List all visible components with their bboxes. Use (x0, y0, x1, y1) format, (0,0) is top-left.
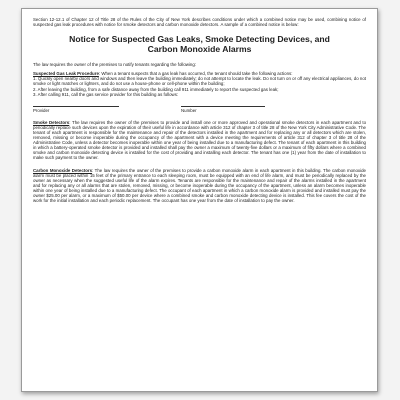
smoke-detectors-section (33, 120, 366, 161)
law-requires-text: The law requires the owner of the premises to notify tenants regarding the following: (33, 62, 197, 68)
smoke-detectors-body: : The law requires the owner of the premises to provide and install one or more approved and operational smoke detectors in each apartment and to periodically replace such devices upon the expiration of their useful life in accordance with article 312 of chapter 3 of title 28 of the New York City Administrative Code. The tenant of each apartment is responsible for the maintenance and repair of the detectors installed in the apartment and for replacing any or all detectors which are stolen, removed, missing or become inoperable during the occupancy of the apartment with a device meeting the requirements of article 312 of chapter 3 of title 28 of the Administrative Code, unless a detector becomes inoperable within one year of being installed due to a manufacturing defect. The tenant of each apartment in this building in which a battery-operated smoke detector is provided and installed shall pay the owner a maximum of twenty-five dollars or a maximum of fifty dollars where a combined smoke and carbon monoxide detecting device is installed for the cost of providing and installing each detector. The tenant has one (1) year from the date of installation to make such payment to the owner. (33, 119, 367, 161)
provider-field (33, 106, 119, 113)
provider-number-fields (33, 106, 366, 113)
number-label: Number (181, 107, 197, 113)
number-field (181, 106, 265, 113)
smoke-detectors-heading: Smoke Detectors (33, 119, 70, 125)
co-detectors-section (33, 168, 366, 204)
co-detectors-body: : The law requires the owner of the premises to provide a carbon monoxide alarm in each apartment in this building. The carbon monoxide alarm must be placed within 15 feet of the primary entrance to each sleeping room, must be equipped with an end of life alarm, and must be periodically replaced by the owner as necessary when the suggested useful life of the alarm expires. Tenants are responsible for the maintenance and repair of the alarms installed in the apartment and for replacing any or all alarms that are stolen, removed, missing, or become inoperable during the occupancy of the apartment, unless an alarm becomes inoperable within one year of being installed due to a manufacturing defect. The occupant of each apartment in which a carbon monoxide alarm is provided and installed must pay the owner $25.00 per alarm, or a maximum of $50.00 per device where a combined smoke and carbon monoxide detecting device is installed. This fee covers the cost of the work for the initial installation and each periodic replacement. The occupant has one year from the date of installation to pay the owner. (33, 167, 366, 204)
provider-label: Provider (33, 107, 50, 113)
intro-paragraph: Section 12-12.1 of Chapter 12 of Title 28 of the Rules of the City of New York describes conditions under which a combined notice may be used, combining notice of suspected gas leak procedures with notice for smoke detectors and carbon monoxide detectors. A sample of a combined notice is below: (33, 17, 366, 28)
co-detectors-heading: Carbon Monoxide Detectors (33, 167, 93, 173)
notice-title: Notice for Suspected Gas Leaks, Smoke Detecting Devices, and Carbon Monoxide Alarms (69, 34, 330, 55)
number-line (181, 106, 265, 107)
notice-document (21, 8, 378, 392)
gas-leak-lead: : When a tenant suspects that a gas leak has occurred, the tenant should take the following actions: (98, 71, 293, 77)
gas-leak-step: 3. After calling 911, call the gas service provider for this building as follows: (33, 91, 179, 97)
gas-leak-step: 1. Quickly open nearby doors and windows and then leave the building immediately; do not attempt to locate the leak. Do not turn on or off any electrical appliances, do not smoke or light matches or lighters, and do not use a house-phone or cell-phone within the building; (33, 76, 366, 87)
provider-line (33, 106, 119, 107)
gas-leak-step: 2. After leaving the building, from a safe distance away from the building call 911 immediately to report the suspected gas leak; (33, 86, 279, 92)
gas-leak-heading: Suspected Gas Leak Procedure (33, 71, 99, 77)
gas-leak-steps (33, 76, 366, 96)
